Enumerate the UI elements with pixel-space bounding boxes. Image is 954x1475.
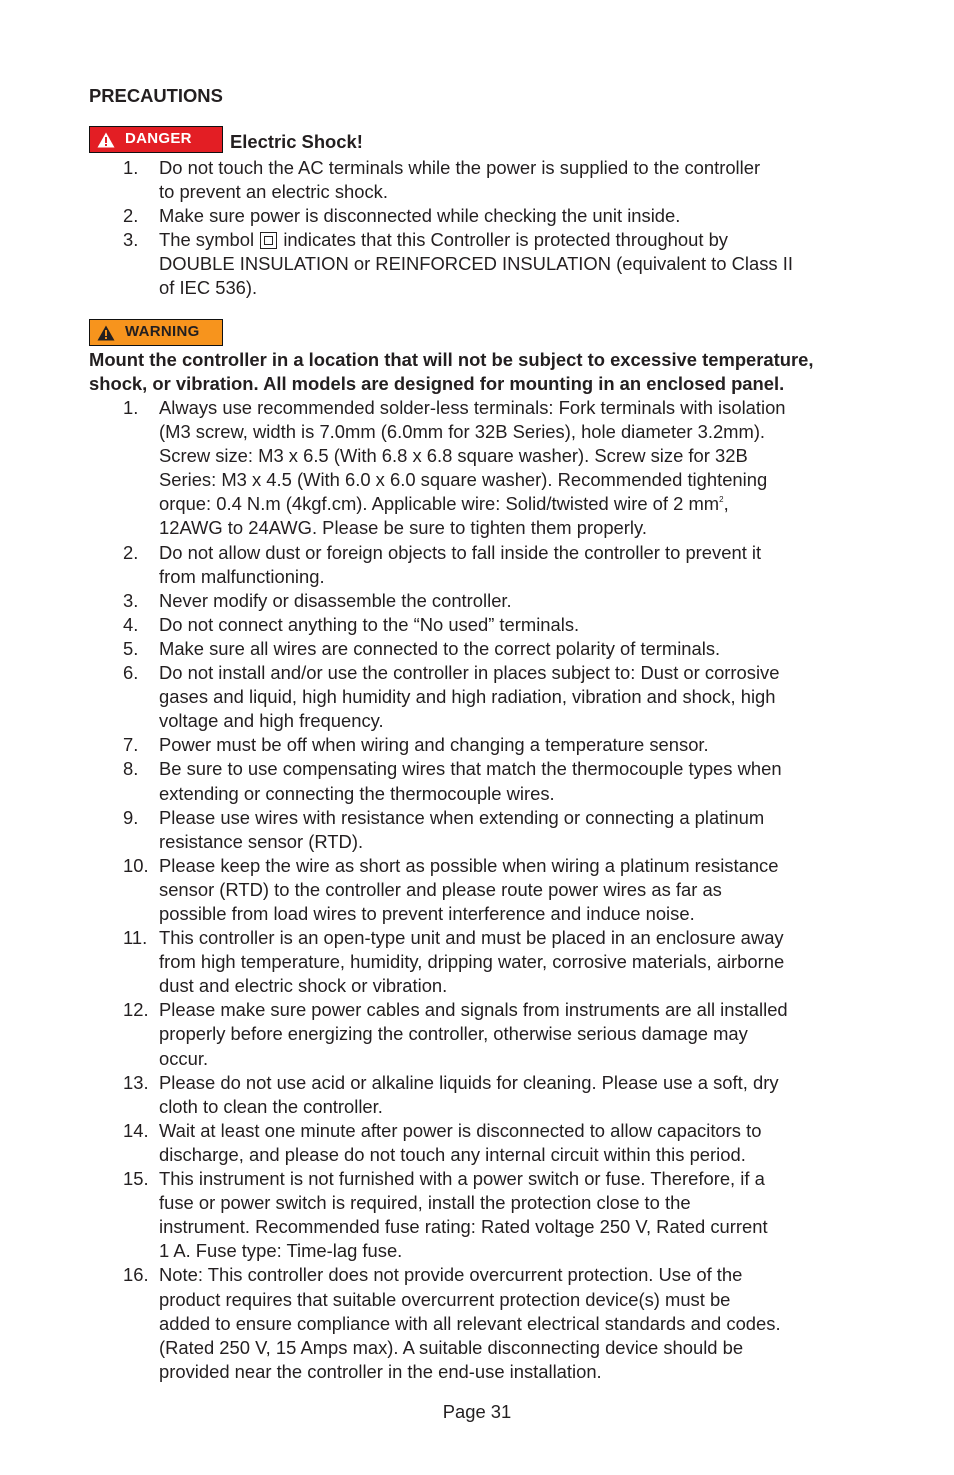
warning-badge bbox=[89, 319, 223, 346]
page-title: PRECAUTIONS bbox=[89, 85, 223, 106]
item-line: cloth to clean the controller. bbox=[159, 1095, 383, 1117]
item-number: 15. bbox=[123, 1168, 149, 1190]
warning-badge-label: WARNING bbox=[125, 323, 200, 341]
intro-line: shock, or vibration. All models are designed for mounting in an enclosed panel. bbox=[89, 373, 785, 395]
danger-badge-label: DANGER bbox=[125, 130, 192, 148]
item-line: dust and electric shock or vibration. bbox=[159, 975, 448, 997]
list-item bbox=[89, 589, 788, 613]
item-line: of IEC 536). bbox=[159, 277, 258, 299]
warning-header bbox=[89, 319, 223, 347]
item-number: 3. bbox=[123, 589, 139, 611]
list-item bbox=[89, 733, 788, 757]
list-item bbox=[89, 1167, 788, 1263]
item-number: 2. bbox=[123, 541, 139, 563]
item-line: gases and liquid, high humidity and high radiation, vibration and shock, high bbox=[159, 686, 776, 708]
item-line: discharge, and please do not touch any internal circuit within this period. bbox=[159, 1143, 746, 1165]
item-line: Please make sure power cables and signals from instruments are all installed bbox=[159, 999, 788, 1021]
item-number: 1. bbox=[123, 397, 139, 418]
list-item bbox=[89, 1071, 788, 1119]
item-line: Do not touch the AC terminals while the power is supplied to the controller bbox=[159, 157, 761, 178]
warning-intro bbox=[89, 348, 889, 396]
item-number: 8. bbox=[123, 758, 139, 780]
item-line: Screw size: M3 x 6.5 (With 6.8 x 6.8 square washer). Screw size for 32B bbox=[159, 445, 748, 467]
item-line: sensor (RTD) to the controller and please route power wires as far as bbox=[159, 878, 722, 900]
item-line: added to ensure compliance with all relevant electrical standards and codes. bbox=[159, 1312, 781, 1334]
item-line: provided near the controller in the end-use installation. bbox=[159, 1360, 602, 1382]
list-item bbox=[89, 541, 788, 589]
superscript: 2 bbox=[719, 495, 724, 505]
item-number: 2. bbox=[123, 205, 139, 227]
item-line: to prevent an electric shock. bbox=[159, 181, 388, 203]
item-line: Please do not use acid or alkaline liquids for cleaning. Please use a soft, dry bbox=[159, 1071, 779, 1093]
item-line: orque: 0.4 N.m (4kgf.cm). Applicable wire: Solid/twisted wire of 2 mm bbox=[159, 493, 720, 515]
item-line: voltage and high frequency. bbox=[159, 710, 384, 732]
list-item bbox=[89, 757, 788, 805]
list-item bbox=[89, 806, 788, 854]
page-number: Page 31 bbox=[442, 1401, 512, 1422]
item-line: Wait at least one minute after power is disconnected to allow capacitors to bbox=[159, 1119, 762, 1141]
item-line: Be sure to use compensating wires that match the thermocouple types when bbox=[159, 758, 782, 780]
item-line: 12AWG to 24AWG. Please be sure to tighten them properly. bbox=[159, 517, 647, 539]
item-number: 1. bbox=[123, 157, 139, 178]
item-number: 11. bbox=[123, 927, 148, 949]
item-line: Series: M3 x 4.5 (With 6.0 x 6.0 square washer). Recommended tightening bbox=[159, 469, 768, 491]
item-line: , bbox=[723, 493, 729, 515]
item-line: occur. bbox=[159, 1047, 209, 1069]
item-line: fuse or power switch is required, install the protection close to the bbox=[159, 1192, 691, 1214]
item-number: 3. bbox=[123, 229, 139, 251]
item-number: 13. bbox=[123, 1071, 149, 1093]
item-line: from malfunctioning. bbox=[159, 565, 325, 587]
item-number: 14. bbox=[123, 1119, 149, 1141]
item-number: 7. bbox=[123, 734, 139, 756]
item-line: Please keep the wire as short as possible when wiring a platinum resistance bbox=[159, 854, 779, 876]
list-item bbox=[89, 661, 788, 733]
item-line: Make sure power is disconnected while checking the unit inside. bbox=[159, 205, 681, 227]
item-line: instrument. Recommended fuse rating: Rated voltage 250 V, Rated current bbox=[159, 1216, 768, 1238]
list-item bbox=[89, 1119, 788, 1167]
item-line: (M3 screw, width is 7.0mm (6.0mm for 32B Series), hole diameter 3.2mm). bbox=[159, 421, 766, 443]
item-line: Do not allow dust or foreign objects to fall inside the controller to prevent it bbox=[159, 541, 762, 563]
item-text-pre: The symbol bbox=[159, 229, 255, 251]
list-item bbox=[89, 926, 788, 998]
item-line: from high temperature, humidity, dripping water, corrosive materials, airborne bbox=[159, 951, 785, 973]
item-number: 4. bbox=[123, 613, 139, 635]
item-number: 16. bbox=[123, 1264, 149, 1286]
item-number: 12. bbox=[123, 999, 149, 1021]
list-item bbox=[89, 998, 788, 1070]
item-number: 9. bbox=[123, 806, 139, 828]
list-item bbox=[89, 204, 793, 228]
item-line: 1 A. Fuse type: Time-lag fuse. bbox=[159, 1240, 403, 1262]
item-line: Always use recommended solder-less terminals: Fork terminals with isolation bbox=[159, 397, 786, 418]
list-item bbox=[89, 854, 788, 926]
list-item bbox=[89, 156, 793, 204]
warning-list-continued bbox=[89, 541, 788, 1384]
item-line: product requires that suitable overcurrent protection device(s) must be bbox=[159, 1288, 731, 1310]
warning-triangle-icon bbox=[97, 325, 115, 341]
item-line: properly before energizing the controller, otherwise serious damage may bbox=[159, 1023, 748, 1045]
item-text-post: indicates that this Controller is protected throughout by bbox=[283, 229, 729, 251]
list-item bbox=[89, 396, 786, 541]
danger-header bbox=[89, 126, 363, 153]
warning-triangle-icon bbox=[97, 132, 115, 148]
danger-heading: Electric Shock! bbox=[230, 131, 363, 153]
item-line: Make sure all wires are connected to the correct polarity of terminals. bbox=[159, 637, 721, 659]
list-item bbox=[89, 1263, 788, 1383]
item-line: This instrument is not furnished with a power switch or fuse. Therefore, if a bbox=[159, 1168, 765, 1190]
item-line: Note: This controller does not provide overcurrent protection. Use of the bbox=[159, 1264, 743, 1286]
list-item bbox=[89, 228, 793, 300]
list-item bbox=[89, 613, 788, 637]
item-line: DOUBLE INSULATION or REINFORCED INSULATION (equivalent to Class II bbox=[159, 253, 793, 275]
item-line: Do not install and/or use the controller in places subject to: Dust or corrosive bbox=[159, 662, 780, 684]
double-insulation-icon bbox=[260, 232, 277, 249]
item-line: possible from load wires to prevent interference and induce noise. bbox=[159, 903, 695, 924]
item-line: (Rated 250 V, 15 Amps max). A suitable disconnecting device should be bbox=[159, 1336, 744, 1358]
list-item bbox=[89, 637, 788, 661]
item-line: resistance sensor (RTD). bbox=[159, 830, 364, 852]
item-line: extending or connecting the thermocouple wires. bbox=[159, 782, 555, 804]
item-number: 6. bbox=[123, 662, 139, 684]
item-line: Please use wires with resistance when extending or connecting a platinum bbox=[159, 806, 765, 828]
warning-list bbox=[89, 396, 786, 541]
danger-badge bbox=[89, 126, 223, 153]
item-number: 5. bbox=[123, 637, 139, 659]
item-line: Power must be off when wiring and changing a temperature sensor. bbox=[159, 734, 709, 756]
intro-line: Mount the controller in a location that will not be subject to excessive temperature, bbox=[89, 349, 814, 370]
item-line: Do not connect anything to the “No used” terminals. bbox=[159, 613, 580, 635]
item-line: Never modify or disassemble the controller. bbox=[159, 589, 512, 611]
danger-list bbox=[89, 156, 793, 301]
item-number: 10. bbox=[123, 854, 149, 876]
item-line: This controller is an open-type unit and must be placed in an enclosure away bbox=[159, 927, 784, 949]
